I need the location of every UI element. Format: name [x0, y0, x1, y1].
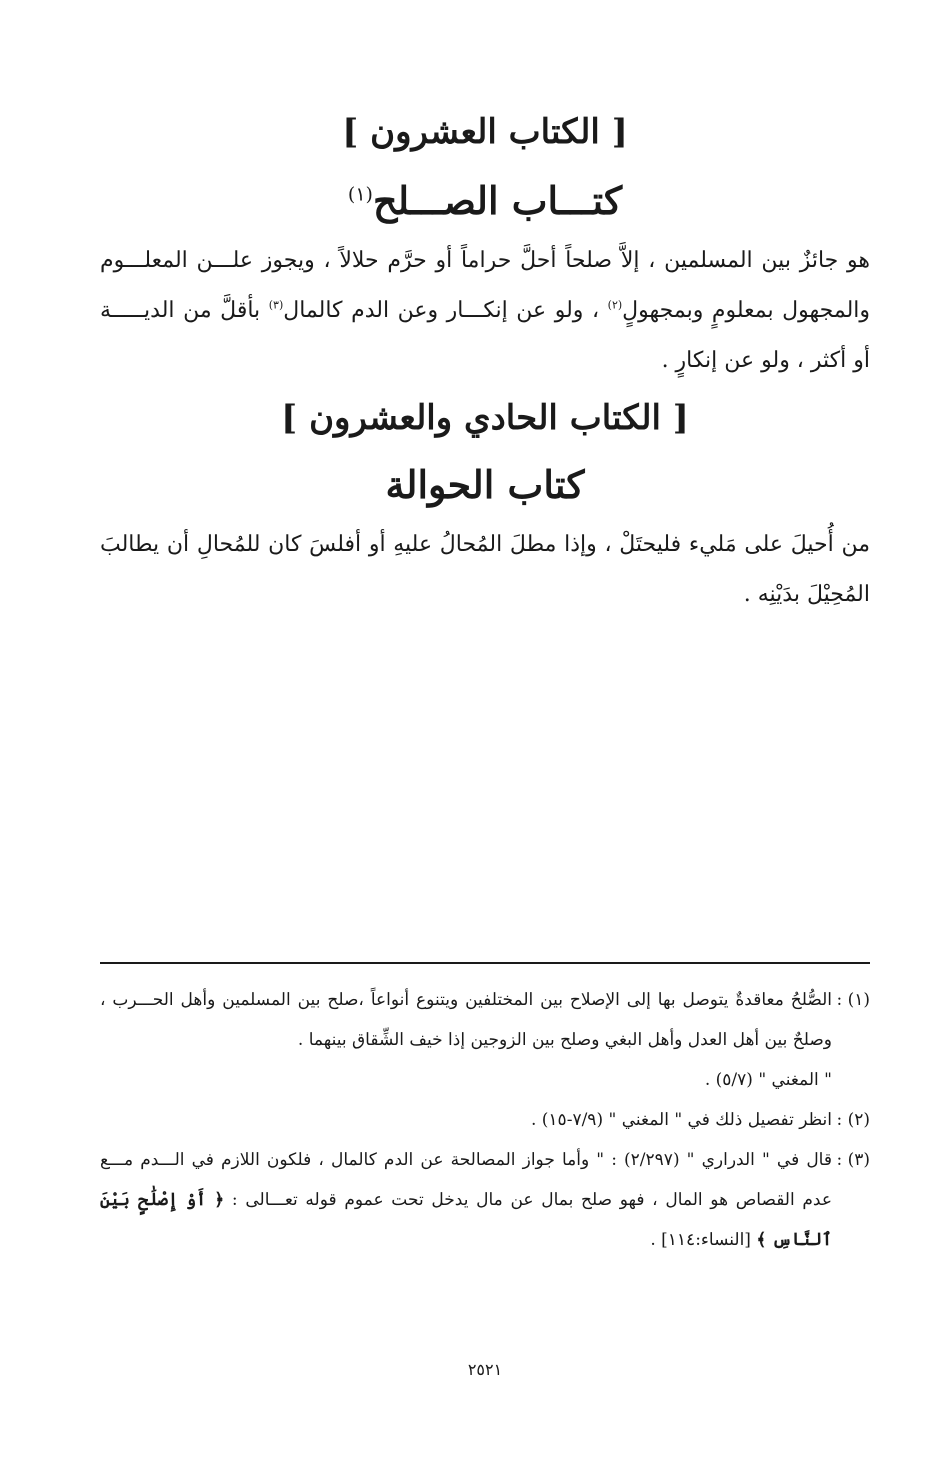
chapter-title-salh-text: كتـــاب الصـــلح — [372, 178, 623, 223]
footnote-3-text-part1: قال في " الدراري " (٢/٢٩٧) : " وأما جواز المصالحة عن الدم كالمال ، فلكون اللازم في الـــدم مـــع عدم القصاص هو المال ، فهو صلح بمال عن مال يدخل تحت عموم قوله تعـــالى : — [100, 1150, 832, 1210]
footnote-1-text: الصُّلحُ معاقدةٌ يتوصل بها إلى الإصلاح بين المختلفين ويتنوع أنواعاً ،صلح بين المسلمين وأهل الحـــرب ، وصلحٌ بين أهل العدل وأهل البغي وصلح بين الزوجين إذا خيف الشِّقاق بينهما . — [100, 990, 832, 1050]
footnote-1-number: (١) : — [836, 990, 870, 1010]
footnote-3-text-part2: [النساء:١١٤] . — [650, 1230, 757, 1250]
footnote-3-number: (٣) : — [836, 1150, 870, 1170]
book-heading-twenty-first: [ الكتاب الحادي والعشرون ] — [281, 398, 689, 438]
book-heading-twentieth: [ الكتاب العشرون ] — [342, 112, 628, 152]
quran-verse: ﴿ أَوْ إِصْلَٰحٍ بَيْنَ ٱلنَّاسِ ﴾ — [100, 1190, 832, 1250]
page-number: ٢٥٢١ — [467, 1360, 503, 1379]
footnote-2-number: (٢) : — [836, 1110, 870, 1130]
footnote-3 — [100, 1140, 870, 1260]
footnote-1 — [100, 980, 870, 1100]
footnote-ref-1: (١) — [347, 183, 373, 206]
salh-paragraph-part2: ، ولو عن إنكـــار وعن الدم كالمال — [283, 298, 608, 323]
document-page — [100, 0, 870, 1482]
footnote-ref-2: (٢) — [607, 298, 623, 312]
footnote-2 — [100, 1100, 870, 1140]
salh-paragraph-part3: بأقلَّ من الديـــــة أو أكثر ، ولو عن إنكارٍ . — [100, 298, 870, 373]
footnotes-section — [100, 980, 870, 1260]
footnote-1-source: " المغني " (٥/٧) . — [704, 1070, 832, 1090]
chapter-title-salh — [100, 178, 870, 223]
salh-paragraph-part1: هو جائزٌ بين المسلمين ، إلاَّ صلحاً أحلَّ حراماً أو حرَّم حلالاً ، ويجوز علـــن المعلـــوم والمجهول بمعلومٍ وبمجهولٍ — [100, 248, 871, 323]
footnote-separator — [100, 962, 870, 964]
salh-paragraph — [100, 236, 870, 386]
footnote-ref-3: (٣) — [268, 298, 284, 312]
footnote-2-text: انظر تفصيل ذلك في " المغني " (٧/٩-١٥) . — [530, 1110, 832, 1130]
footnote-3-body — [100, 1140, 832, 1260]
chapter-title-hawala: كتاب الحوالة — [385, 462, 585, 507]
hawala-paragraph: من أُحيلَ على مَليء فليحتَلْ ، وإذا مطلَ المُحالُ عليهِ أو أفلسَ كان للمُحالِ أن يطالبَ المُحِيْلَ بدَيْنِه . — [100, 532, 870, 607]
